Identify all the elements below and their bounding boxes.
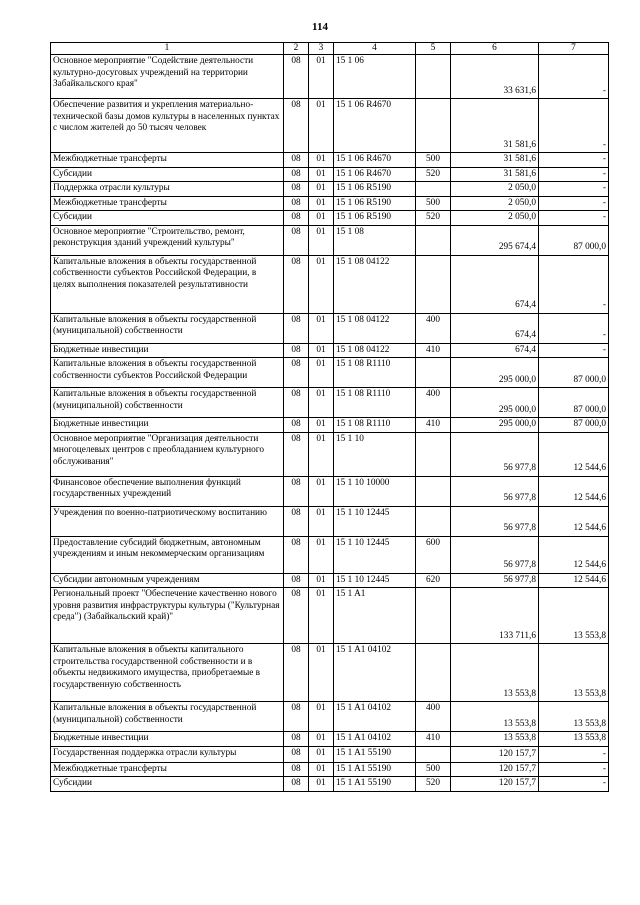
subsection-code: 01: [309, 506, 334, 536]
item-name: Межбюджетные трансферты: [51, 153, 284, 168]
item-name: Капитальные вложения в объекты государственной (муниципальной) собственности: [51, 313, 284, 343]
item-name: Обеспечение развития и укрепления материально-технической базы домов культуры в населенных пунктах с числом жителей до 50 тысяч человек: [51, 99, 284, 153]
section-code: 08: [284, 99, 309, 153]
target-article-code: 15 1 06 R5190: [334, 196, 416, 211]
item-name: Капитальные вложения в объекты государственной (муниципальной) собственности: [51, 702, 284, 732]
amount-col-7: 12 544,6: [539, 536, 609, 573]
amount-col-6: 13 553,8: [451, 732, 539, 747]
subsection-code: 01: [309, 313, 334, 343]
amount-col-7: 12 544,6: [539, 573, 609, 588]
expense-type-code: 410: [416, 418, 451, 433]
subsection-code: 01: [309, 536, 334, 573]
target-article-code: 15 1 A1 04102: [334, 702, 416, 732]
amount-col-7: 87 000,0: [539, 225, 609, 255]
section-code: 08: [284, 388, 309, 418]
target-article-code: 15 1 06 R4670: [334, 153, 416, 168]
amount-col-7: 13 553,8: [539, 732, 609, 747]
section-code: 08: [284, 182, 309, 197]
amount-col-6: 13 553,8: [451, 644, 539, 702]
amount-col-7: 13 553,8: [539, 644, 609, 702]
item-name: Основное мероприятие "Содействие деятельности культурно-досуговых учреждений на территории Забайкальского края": [51, 55, 284, 99]
subsection-code: 01: [309, 573, 334, 588]
page-number: 114: [312, 21, 328, 33]
subsection-code: 01: [309, 644, 334, 702]
table-row: [51, 167, 609, 182]
target-article-code: 15 1 A1 04102: [334, 644, 416, 702]
subsection-code: 01: [309, 255, 334, 313]
item-name: Основное мероприятие "Строительство, ремонт, реконструкция зданий учреждений культуры": [51, 225, 284, 255]
section-code: 08: [284, 313, 309, 343]
expense-type-code: [416, 476, 451, 506]
target-article-code: 15 1 10 12445: [334, 536, 416, 573]
section-code: 08: [284, 762, 309, 777]
column-header-2: 2: [284, 43, 309, 55]
amount-col-7: -: [539, 182, 609, 197]
amount-col-6: 674,4: [451, 313, 539, 343]
expense-type-code: 410: [416, 343, 451, 358]
amount-col-6: 33 631,6: [451, 55, 539, 99]
amount-col-7: -: [539, 746, 609, 762]
table-row: [51, 55, 609, 99]
expense-type-code: [416, 588, 451, 644]
table-row: [51, 746, 609, 762]
target-article-code: 15 1 08 R1110: [334, 358, 416, 388]
expense-type-code: 400: [416, 388, 451, 418]
expense-type-code: [416, 432, 451, 476]
table-row: [51, 313, 609, 343]
section-code: 08: [284, 153, 309, 168]
expense-type-code: [416, 506, 451, 536]
amount-col-6: 56 977,8: [451, 506, 539, 536]
table-row: [51, 211, 609, 226]
item-name: Межбюджетные трансферты: [51, 762, 284, 777]
amount-col-6: 295 674,4: [451, 225, 539, 255]
section-code: 08: [284, 644, 309, 702]
target-article-code: 15 1 08 R1110: [334, 418, 416, 433]
table-row: [51, 388, 609, 418]
amount-col-7: -: [539, 99, 609, 153]
section-code: 08: [284, 196, 309, 211]
subsection-code: 01: [309, 99, 334, 153]
target-article-code: 15 1 08 04122: [334, 255, 416, 313]
table-row: [51, 225, 609, 255]
table-row: [51, 777, 609, 792]
section-code: 08: [284, 418, 309, 433]
target-article-code: 15 1 08: [334, 225, 416, 255]
amount-col-7: 87 000,0: [539, 418, 609, 433]
amount-col-6: 2 050,0: [451, 182, 539, 197]
target-article-code: 15 1 A1 55190: [334, 762, 416, 777]
expense-type-code: 400: [416, 702, 451, 732]
expense-type-code: [416, 644, 451, 702]
amount-col-7: 13 553,8: [539, 702, 609, 732]
amount-col-6: 674,4: [451, 343, 539, 358]
expense-type-code: 400: [416, 313, 451, 343]
expense-type-code: [416, 255, 451, 313]
amount-col-7: -: [539, 777, 609, 792]
column-header-3: 3: [309, 43, 334, 55]
amount-col-6: 674,4: [451, 255, 539, 313]
item-name: Субсидии: [51, 167, 284, 182]
item-name: Бюджетные инвестиции: [51, 343, 284, 358]
table-row: [51, 255, 609, 313]
item-name: Региональный проект "Обеспечение качественно нового уровня развития инфраструктуры культуры ("Культурная среда") (Забайкальский край)": [51, 588, 284, 644]
amount-col-6: 120 157,7: [451, 762, 539, 777]
expense-type-code: 520: [416, 777, 451, 792]
expense-type-code: 410: [416, 732, 451, 747]
subsection-code: 01: [309, 476, 334, 506]
item-name: Финансовое обеспечение выполнения функций государственных учреждений: [51, 476, 284, 506]
item-name: Государственная поддержка отрасли культуры: [51, 746, 284, 762]
section-code: 08: [284, 358, 309, 388]
subsection-code: 01: [309, 55, 334, 99]
amount-col-6: 56 977,8: [451, 476, 539, 506]
subsection-code: 01: [309, 418, 334, 433]
subsection-code: 01: [309, 343, 334, 358]
section-code: 08: [284, 573, 309, 588]
amount-col-6: 133 711,6: [451, 588, 539, 644]
amount-col-7: 87 000,0: [539, 358, 609, 388]
subsection-code: 01: [309, 762, 334, 777]
amount-col-7: 87 000,0: [539, 388, 609, 418]
expense-type-code: 500: [416, 196, 451, 211]
column-header-1: 1: [51, 43, 284, 55]
target-article-code: 15 1 10: [334, 432, 416, 476]
item-name: Капитальные вложения в объекты государственной собственности субъектов Российской Федерации: [51, 358, 284, 388]
target-article-code: 15 1 10 10000: [334, 476, 416, 506]
amount-col-7: 13 553,8: [539, 588, 609, 644]
expense-type-code: 500: [416, 762, 451, 777]
expense-type-code: [416, 99, 451, 153]
amount-col-7: -: [539, 55, 609, 99]
section-code: 08: [284, 536, 309, 573]
expense-type-code: [416, 358, 451, 388]
subsection-code: 01: [309, 702, 334, 732]
table-row: [51, 762, 609, 777]
item-name: Межбюджетные трансферты: [51, 196, 284, 211]
item-name: Предоставление субсидий бюджетным, автономным учреждениям и иным некоммерческим организациям: [51, 536, 284, 573]
expense-type-code: 600: [416, 536, 451, 573]
item-name: Капитальные вложения в объекты капитального строительства государственной собственности и в объекты недвижимого имущества, приобретаемые в государственную собственность: [51, 644, 284, 702]
item-name: Бюджетные инвестиции: [51, 418, 284, 433]
column-header-6: 6: [451, 43, 539, 55]
amount-col-7: 12 544,6: [539, 506, 609, 536]
column-header-4: 4: [334, 43, 416, 55]
expense-type-code: 500: [416, 153, 451, 168]
item-name: Капитальные вложения в объекты государственной собственности субъектов Российской Федерации, в целях выполнения показателей результативности: [51, 255, 284, 313]
target-article-code: 15 1 A1 55190: [334, 746, 416, 762]
section-code: 08: [284, 506, 309, 536]
item-name: Основное мероприятие "Организация деятельности многоцелевых центров с преобладанием культурного обслуживания": [51, 432, 284, 476]
amount-col-6: 120 157,7: [451, 777, 539, 792]
amount-col-7: -: [539, 153, 609, 168]
subsection-code: 01: [309, 777, 334, 792]
amount-col-6: 56 977,8: [451, 432, 539, 476]
amount-col-7: -: [539, 762, 609, 777]
expense-type-code: 620: [416, 573, 451, 588]
subsection-code: 01: [309, 358, 334, 388]
target-article-code: 15 1 08 R1110: [334, 388, 416, 418]
subsection-code: 01: [309, 732, 334, 747]
table-row: [51, 536, 609, 573]
target-article-code: 15 1 A1: [334, 588, 416, 644]
table-row: [51, 732, 609, 747]
target-article-code: 15 1 06: [334, 55, 416, 99]
amount-col-6: 56 977,8: [451, 536, 539, 573]
amount-col-6: 295 000,0: [451, 358, 539, 388]
subsection-code: 01: [309, 746, 334, 762]
table-row: [51, 182, 609, 197]
subsection-code: 01: [309, 388, 334, 418]
table-row: [51, 476, 609, 506]
subsection-code: 01: [309, 167, 334, 182]
item-name: Бюджетные инвестиции: [51, 732, 284, 747]
amount-col-6: 31 581,6: [451, 167, 539, 182]
amount-col-7: -: [539, 167, 609, 182]
section-code: 08: [284, 167, 309, 182]
target-article-code: 15 1 10 12445: [334, 573, 416, 588]
amount-col-7: -: [539, 211, 609, 226]
table-body: [51, 55, 609, 792]
amount-col-7: -: [539, 196, 609, 211]
amount-col-6: 295 000,0: [451, 418, 539, 433]
table-row: [51, 506, 609, 536]
target-article-code: 15 1 06 R4670: [334, 167, 416, 182]
amount-col-7: -: [539, 343, 609, 358]
section-code: 08: [284, 55, 309, 99]
target-article-code: 15 1 A1 04102: [334, 732, 416, 747]
table-row: [51, 588, 609, 644]
subsection-code: 01: [309, 153, 334, 168]
table-row: [51, 432, 609, 476]
header-row: [51, 43, 609, 55]
target-article-code: 15 1 08 04122: [334, 313, 416, 343]
item-name: Субсидии: [51, 777, 284, 792]
table-row: [51, 358, 609, 388]
section-code: 08: [284, 211, 309, 226]
amount-col-7: -: [539, 313, 609, 343]
target-article-code: 15 1 10 12445: [334, 506, 416, 536]
amount-col-6: 31 581,6: [451, 99, 539, 153]
expense-type-code: [416, 55, 451, 99]
expense-type-code: [416, 182, 451, 197]
amount-col-6: 13 553,8: [451, 702, 539, 732]
expense-type-code: 520: [416, 211, 451, 226]
amount-col-6: 2 050,0: [451, 196, 539, 211]
amount-col-6: 120 157,7: [451, 746, 539, 762]
subsection-code: 01: [309, 211, 334, 226]
subsection-code: 01: [309, 182, 334, 197]
expense-type-code: 520: [416, 167, 451, 182]
table-row: [51, 343, 609, 358]
subsection-code: 01: [309, 432, 334, 476]
target-article-code: 15 1 06 R5190: [334, 211, 416, 226]
table-row: [51, 573, 609, 588]
table-row: [51, 153, 609, 168]
section-code: 08: [284, 225, 309, 255]
section-code: 08: [284, 476, 309, 506]
column-header-5: 5: [416, 43, 451, 55]
expense-type-code: [416, 746, 451, 762]
amount-col-7: 12 544,6: [539, 432, 609, 476]
subsection-code: 01: [309, 196, 334, 211]
amount-col-6: 56 977,8: [451, 573, 539, 588]
item-name: Субсидии автономным учреждениям: [51, 573, 284, 588]
table-row: [51, 99, 609, 153]
section-code: 08: [284, 588, 309, 644]
item-name: Субсидии: [51, 211, 284, 226]
target-article-code: 15 1 06 R4670: [334, 99, 416, 153]
target-article-code: 15 1 06 R5190: [334, 182, 416, 197]
section-code: 08: [284, 255, 309, 313]
section-code: 08: [284, 746, 309, 762]
table-row: [51, 702, 609, 732]
item-name: Поддержка отрасли культуры: [51, 182, 284, 197]
item-name: Капитальные вложения в объекты государственной (муниципальной) собственности: [51, 388, 284, 418]
table-row: [51, 644, 609, 702]
column-header-7: 7: [539, 43, 609, 55]
table-row: [51, 418, 609, 433]
subsection-code: 01: [309, 588, 334, 644]
section-code: 08: [284, 732, 309, 747]
target-article-code: 15 1 A1 55190: [334, 777, 416, 792]
section-code: 08: [284, 343, 309, 358]
section-code: 08: [284, 432, 309, 476]
amount-col-6: 295 000,0: [451, 388, 539, 418]
expense-type-code: [416, 225, 451, 255]
amount-col-6: 2 050,0: [451, 211, 539, 226]
subsection-code: 01: [309, 225, 334, 255]
amount-col-7: 12 544,6: [539, 476, 609, 506]
section-code: 08: [284, 702, 309, 732]
item-name: Учреждения по военно-патриотическому воспитанию: [51, 506, 284, 536]
amount-col-7: -: [539, 255, 609, 313]
table-row: [51, 196, 609, 211]
target-article-code: 15 1 08 04122: [334, 343, 416, 358]
amount-col-6: 31 581,6: [451, 153, 539, 168]
section-code: 08: [284, 777, 309, 792]
budget-table: [50, 42, 609, 792]
